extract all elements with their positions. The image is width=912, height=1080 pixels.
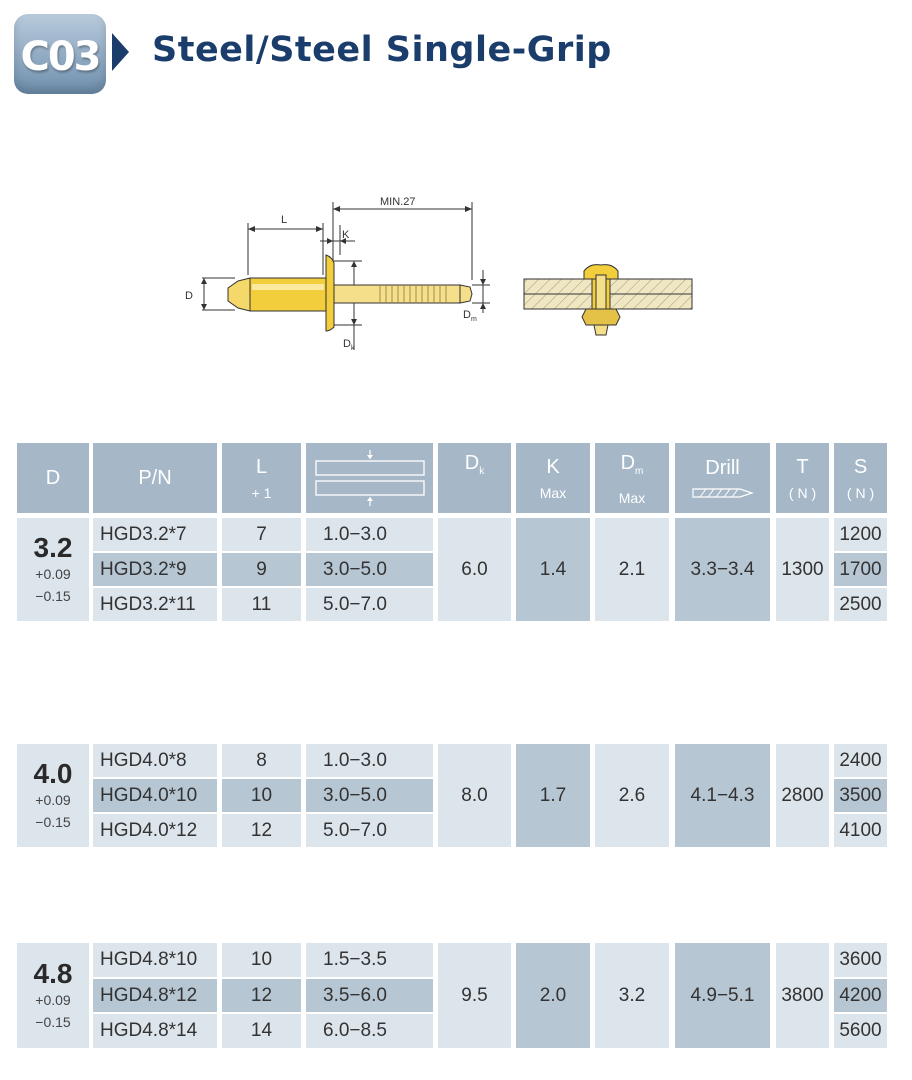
group-diameter: [17, 943, 89, 1048]
part-number: HGD3.2*7: [93, 518, 217, 551]
length-value: 8: [222, 744, 301, 777]
head-height-value: 1.7: [516, 744, 590, 847]
min-length-label: MIN.27: [380, 196, 416, 208]
tolerance-minus: −0.15: [35, 1013, 71, 1030]
head-diameter-sub: k: [351, 345, 355, 352]
grip-range: 1.5−3.5: [306, 943, 433, 977]
col-header-d: [17, 443, 89, 513]
length-value: 10: [222, 779, 301, 812]
shear-value: 5600: [834, 1014, 887, 1048]
head-diameter-value: 6.0: [438, 518, 511, 621]
col-header-drill: [675, 443, 770, 513]
tensile-value: 3800: [776, 943, 829, 1048]
mandrel-diameter-label: D: [463, 309, 471, 321]
head-diameter-value: 8.0: [438, 744, 511, 847]
tolerance-minus: −0.15: [35, 587, 71, 604]
page-title: Steel/Steel Single-Grip: [152, 30, 612, 70]
grip-range: 5.0−7.0: [306, 588, 433, 621]
series-badge: [14, 14, 106, 94]
chevron-right-icon: [112, 33, 129, 71]
grip-range: 1.0−3.0: [306, 518, 433, 551]
group-diameter: [17, 518, 89, 621]
col-header-s-label: S: [853, 456, 868, 478]
part-number: HGD4.8*14: [93, 1014, 217, 1048]
col-header-l-label: L: [255, 456, 268, 478]
shear-value: 3500: [834, 779, 887, 812]
grip-range: 3.0−5.0: [306, 779, 433, 812]
diameter-value: 3.2: [33, 531, 73, 563]
diameter-label: D: [185, 290, 193, 302]
part-number: HGD3.2*11: [93, 588, 217, 621]
length-value: 12: [222, 814, 301, 847]
group-diameter: [17, 744, 89, 847]
shear-value: 4200: [834, 979, 887, 1012]
series-badge-text: C03: [20, 34, 100, 80]
col-header-dk-label: $D_k$: [464, 452, 485, 477]
rivet-diagram: [180, 185, 700, 360]
shear-value: 2400: [834, 744, 887, 777]
col-header-t: [776, 443, 829, 513]
col-header-dm-sub: Max: [618, 489, 646, 506]
length-value: 14: [222, 1014, 301, 1048]
col-header-t-sub: ( N ): [788, 485, 817, 501]
tolerance-plus: +0.09: [35, 991, 71, 1008]
head-diameter-label: D: [343, 338, 351, 350]
col-header-k-label: K: [546, 456, 560, 478]
mandrel-diameter-value: 2.1: [595, 518, 669, 621]
shear-value: 3600: [834, 943, 887, 977]
head-diameter-value: 9.5: [438, 943, 511, 1048]
col-header-dm: [595, 443, 669, 513]
drill-range-value: 3.3−3.4: [675, 518, 770, 621]
mandrel-diameter-value: 3.2: [595, 943, 669, 1048]
col-header-grip: [306, 443, 433, 513]
head-height-value: 2.0: [516, 943, 590, 1048]
col-header-k: [516, 443, 590, 513]
grip-range: 3.5−6.0: [306, 979, 433, 1012]
shear-value: 4100: [834, 814, 887, 847]
col-header-dm-label: $D_m$: [620, 451, 644, 477]
drill-range-value: 4.9−5.1: [675, 943, 770, 1048]
length-label: L: [281, 214, 288, 226]
tolerance-plus: +0.09: [35, 791, 71, 808]
mandrel-diameter-value: 2.6: [595, 744, 669, 847]
col-header-pn: [93, 443, 217, 513]
length-value: 7: [222, 518, 301, 551]
col-header-l: [222, 443, 301, 513]
part-number: HGD3.2*9: [93, 553, 217, 586]
tolerance-minus: −0.15: [35, 813, 71, 830]
length-value: 11: [222, 588, 301, 621]
length-value: 10: [222, 943, 301, 977]
col-header-k-sub: Max: [539, 485, 567, 501]
shear-value: 1200: [834, 518, 887, 551]
col-header-dk: [438, 443, 511, 513]
grip-range: 1.0−3.0: [306, 744, 433, 777]
col-header-s-sub: ( N ): [846, 485, 875, 501]
tensile-value: 2800: [776, 744, 829, 847]
drill-range-value: 4.1−4.3: [675, 744, 770, 847]
col-header-d-label: D: [45, 467, 61, 489]
shear-value: 2500: [834, 588, 887, 621]
grip-range-icon: [312, 449, 428, 507]
head-height-value: 1.4: [516, 518, 590, 621]
tolerance-plus: +0.09: [35, 565, 71, 582]
part-number: HGD4.0*12: [93, 814, 217, 847]
col-header-drill-label: Drill: [705, 457, 740, 479]
diameter-value: 4.0: [33, 757, 73, 789]
mandrel-diameter-sub: m: [471, 316, 477, 323]
part-number: HGD4.0*8: [93, 744, 217, 777]
part-number: HGD4.8*12: [93, 979, 217, 1012]
grip-range: 3.0−5.0: [306, 553, 433, 586]
col-header-l-sub: + 1: [251, 485, 272, 501]
part-number: HGD4.0*10: [93, 779, 217, 812]
tensile-value: 1300: [776, 518, 829, 621]
length-value: 12: [222, 979, 301, 1012]
grip-range: 6.0−8.5: [306, 1014, 433, 1048]
head-height-label: K: [342, 229, 350, 241]
col-header-pn-label: P/N: [138, 467, 172, 489]
col-header-s: [834, 443, 887, 513]
part-number: HGD4.8*10: [93, 943, 217, 977]
length-value: 9: [222, 553, 301, 586]
drill-bit-icon: [692, 486, 754, 500]
col-header-t-label: T: [796, 456, 809, 478]
diameter-value: 4.8: [33, 957, 73, 989]
grip-range: 5.0−7.0: [306, 814, 433, 847]
shear-value: 1700: [834, 553, 887, 586]
